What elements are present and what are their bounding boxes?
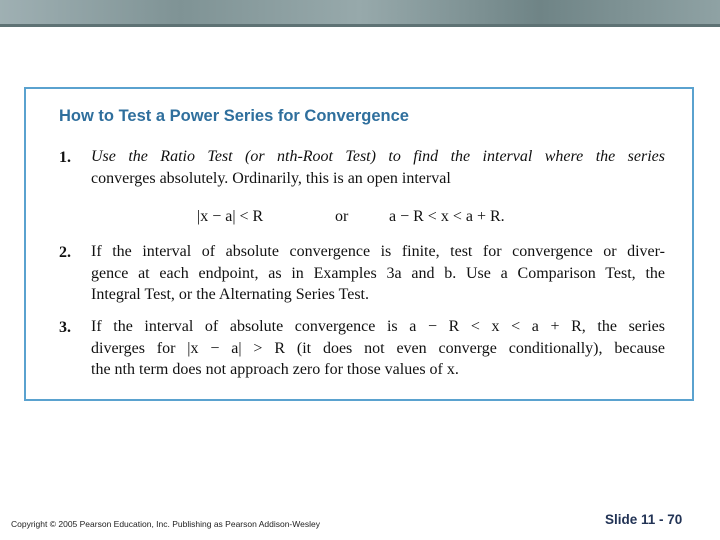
item-1-line-2: converges absolutely. Ordinarily, this is an open interval bbox=[91, 169, 451, 187]
item-3-line-3: the nth term does not approach zero for those values of x. bbox=[91, 361, 459, 378]
item-number-3: 3. bbox=[59, 319, 71, 336]
item-text-2 bbox=[91, 241, 665, 306]
item-3-line-1: If the interval of absolute convergence is a − R < x < a + R, the series bbox=[91, 318, 665, 335]
item-text-3 bbox=[91, 316, 665, 381]
item-text-1 bbox=[91, 146, 665, 189]
slide-number: Slide 11 - 70 bbox=[605, 512, 683, 527]
formula-interval: a − R < x < a + R. bbox=[389, 208, 505, 225]
item-number-2: 2. bbox=[59, 244, 71, 261]
item-2-line-2: gence at each endpoint, as in Examples 3a and b. Use a Comparison Test, the bbox=[91, 264, 665, 282]
item-1-line-1: Use the Ratio Test (or nth-Root Test) to find the interval where the series bbox=[91, 148, 665, 165]
box-title: How to Test a Power Series for Convergence bbox=[59, 107, 409, 125]
item-number-1: 1. bbox=[59, 149, 71, 166]
copyright-notice: Copyright © 2005 Pearson Education, Inc. Publishing as Pearson Addison-Wesley bbox=[11, 519, 320, 529]
item-2-line-1: If the interval of absolute convergence is finite, test for convergence or diver- bbox=[91, 243, 665, 260]
item-3-line-2: diverges for |x − a| > R (it does not even converge conditionally), because bbox=[91, 339, 665, 357]
formula-or: or bbox=[335, 208, 349, 225]
item-2-line-3: Integral Test, or the Alternating Series Test. bbox=[91, 286, 369, 303]
definition-box bbox=[24, 87, 694, 401]
header-band bbox=[0, 0, 720, 27]
formula-absolute: |x − a| < R bbox=[197, 208, 264, 225]
